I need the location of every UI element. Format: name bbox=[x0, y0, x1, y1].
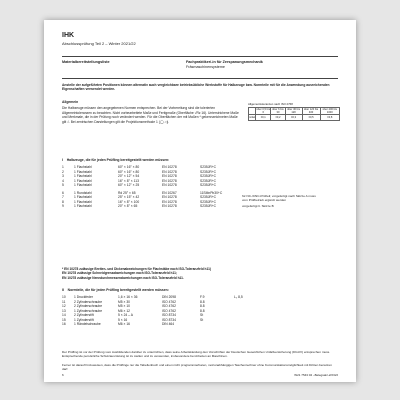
section2-list bbox=[62, 295, 337, 327]
row-cell: ISO 8734 bbox=[162, 313, 176, 318]
row-cell: 1 Flachstahl bbox=[74, 199, 92, 204]
row-cell: S235JR+C bbox=[200, 204, 217, 209]
row-cell: 2 Zylinderstift bbox=[74, 313, 94, 318]
tolerance-header-row bbox=[249, 108, 340, 115]
row-cell: 1 Rundstahl bbox=[74, 190, 92, 195]
tolerance-notes bbox=[62, 267, 338, 280]
row-cell: ISO 4762 bbox=[162, 299, 176, 304]
section2-title: Normteile, die für jeden Prüfling bereitgestellt werden müssen: bbox=[67, 288, 169, 292]
row-cell: 5 × 24 – A bbox=[118, 313, 133, 318]
row-cell: DIN 464 bbox=[162, 322, 175, 327]
row-cell: 25° × 15° × 42 bbox=[118, 195, 140, 200]
row-cell: 7 bbox=[62, 195, 64, 200]
intro-paragraph: Anstelle der aufgeführten Positionen können alternativ auch vergleichbare betriebsübliche Werkstoffe für Halbzeuge bzw. Normteile mit für die Anwendung ausreichenden Eigenschaften verwendet werden. bbox=[62, 83, 330, 92]
page-number: 6 bbox=[62, 373, 64, 377]
row-cell bbox=[234, 183, 269, 188]
row-cell: M6 × 12 bbox=[118, 308, 131, 313]
row-cell: 1 Flachstahl bbox=[74, 204, 92, 209]
row-cell: 2 bbox=[62, 169, 64, 174]
org-logo-text: IHK bbox=[62, 32, 75, 39]
row-cell: 1 bbox=[62, 165, 64, 169]
aids-paragraph: Ferner ist darauf hinzuweisen, dass die Prüflinge nur die Tabellenbuch und einen nicht programmierbaren, netzunabhängigen Taschenrechner ohne Kommunikationsmöglichkeit mit Dritten benutzen darf. bbox=[62, 363, 332, 372]
row-cell: EN 10278 bbox=[162, 183, 177, 188]
tolerance-value-row bbox=[249, 115, 340, 121]
row-cell: 3 bbox=[62, 174, 64, 179]
row-cell: ISO 4762 bbox=[162, 308, 176, 313]
tolerance-table-caption: Allgemeintoleranzen nach ISO 2768 bbox=[248, 102, 293, 106]
exam-subtitle: Abschlussprüfung Teil 2 – Winter 2021/22 bbox=[62, 41, 136, 46]
row-cell: EN 10278 bbox=[162, 204, 177, 209]
row-cell: L₀ 8,5 bbox=[234, 295, 243, 299]
row-cell: 11 bbox=[62, 299, 66, 304]
safety-paragraph: Der Prüfling ist vor der Prüfung vom Ausbildenden darüber zu unterrichten, dass seine Arbeitskleidung den Vorschriften der Deutschen Gesetzlichen Unfallversicherung (DGUV) entsprechen muss. Entsprechende persönliche Schutzausrüstung ist zu stellen und zu verwenden, insbesondere bei Arbeiten an Maschinen. bbox=[62, 350, 331, 359]
row-cell: EN 10278 bbox=[162, 169, 177, 174]
general-paragraph: Die Halbzeuge müssen den angegebenen Normen entsprechen. Bei der Vorbereitung sind die tolerierten Allgemeintoleranzen zu beachten. Nicht vorbearbeitete Maße und Fertigmaße (Oberfläche √Rz 16). Unterstrichene Maße und Merkmale, die in der Prüfung noch verändert werden. Für die Oberflächen der mit Maßen * gekennzeichneten Maße gilt √. Bei zentrischen Darstellungen gilt die Projektionsmethode 1 (◯ ◁). bbox=[62, 106, 239, 124]
tolerance-header-cell: über 30 bis 120 bbox=[285, 108, 302, 115]
row-cell: 16° × 8° × 113 bbox=[118, 178, 139, 183]
row-cell: 60° × 12° × 25 bbox=[118, 183, 140, 188]
general-heading: Allgemein bbox=[62, 100, 79, 104]
row-cell: Rd 25° × 65 bbox=[118, 190, 136, 195]
row-cell: 14 bbox=[62, 313, 66, 318]
tolerance-note: EN 10278 zulässige Schneidgrenzabweichungen nach ISO-Toleranzfeld h11; bbox=[62, 271, 177, 276]
row-cell: EN 10278 bbox=[162, 178, 177, 183]
row-cell: St bbox=[200, 317, 204, 322]
section-rule bbox=[62, 78, 338, 79]
row-cell: EN 10267 bbox=[162, 190, 177, 195]
standard-part-row bbox=[62, 322, 337, 327]
tolerance-cell: ±0,3 bbox=[285, 115, 302, 121]
row-cell: 8.8 bbox=[200, 308, 205, 313]
row-cell: 1 Druckfeder bbox=[74, 295, 93, 299]
row-cell: 8 bbox=[62, 199, 64, 204]
row-cell: St bbox=[200, 313, 204, 318]
row-cell: 1,6 × 16 × 36 bbox=[118, 295, 138, 299]
side-note bbox=[242, 194, 322, 209]
row-cell: 15 bbox=[62, 317, 66, 322]
profession-subtitle: Fräsmaschinensysteme bbox=[186, 65, 225, 69]
tolerance-header-cell: über 6 bis 30 bbox=[272, 108, 284, 114]
row-cell: 13 bbox=[62, 308, 66, 313]
row-cell: 1 Zylinderschraube bbox=[74, 308, 103, 313]
profession-title: Fachpraktiker/-in für Zerspanungsmechanik bbox=[186, 60, 263, 64]
row-cell: S235JR+C bbox=[200, 195, 217, 200]
row-cell: 1 Flachstahl bbox=[74, 195, 92, 200]
tolerance-note: EN 10278 zulässige Nenndurchmesserabweichungen nach ISO-Toleranzfeld h11. bbox=[62, 275, 184, 280]
material-list-title-box bbox=[62, 60, 172, 65]
row-cell: 20° × 8° × 65 bbox=[118, 204, 138, 209]
row-cell: 6 bbox=[62, 190, 64, 195]
section1-heading bbox=[62, 158, 169, 162]
section2-heading bbox=[62, 288, 169, 292]
row-cell: M5 × 10 bbox=[118, 304, 131, 309]
tolerance-header-cell: über 400 bis 1000 bbox=[320, 108, 339, 115]
tolerance-header-cell: über 0,5 bis 6 bbox=[256, 108, 270, 114]
tolerance-cell: ±0,5 bbox=[302, 115, 320, 121]
row-cell: 16° × 8° × 100 bbox=[118, 199, 140, 204]
row-cell: 16 bbox=[62, 322, 66, 327]
row-cell: 10 bbox=[62, 295, 66, 299]
header-rule bbox=[62, 56, 338, 57]
row-cell: 60° × 16° × 80 bbox=[118, 169, 140, 174]
tolerance-table bbox=[248, 102, 340, 121]
document-header bbox=[62, 32, 136, 46]
row-cell: 2 Zylinderschraube bbox=[74, 304, 103, 309]
row-cell: S235JR+C bbox=[200, 178, 217, 183]
row-cell: F.9 bbox=[200, 295, 205, 299]
section1-title: Halbzeuge, die für jeden Prüfling bereitgestellt werden müssen: bbox=[66, 158, 170, 162]
row-cell bbox=[234, 322, 269, 327]
tolerance-cell: ±0,2 bbox=[271, 115, 285, 121]
row-cell: 20° × 12° × 54 bbox=[118, 174, 140, 179]
side-note-a: für NC-/CNC-Prüfteil; vorgefertigt nach Skizze A muss vom Prüfbetrieb ergänzt werden bbox=[242, 194, 316, 203]
row-cell: 2 Zylinderschraube bbox=[74, 299, 103, 304]
row-cell: M5 × 30 bbox=[118, 299, 131, 304]
row-cell: S235JR+C bbox=[200, 165, 217, 169]
row-cell: 1 Flachstahl bbox=[74, 165, 92, 169]
row-cell: 1 Flachstahl bbox=[74, 169, 92, 174]
tolerance-cell: mittel bbox=[249, 116, 256, 119]
row-cell: 1 Zylinderstift bbox=[74, 317, 94, 322]
tolerance-header-cell: über 120 bis 400 bbox=[303, 108, 319, 114]
row-cell: M6 × 16 bbox=[118, 322, 131, 327]
row-cell: 1 Flachstahl bbox=[74, 183, 92, 188]
tolerance-cell: ±0,1 bbox=[256, 115, 271, 121]
row-cell: S235JR+C bbox=[200, 174, 217, 179]
side-note-b: vorgefertigt lt. Skizze B bbox=[242, 204, 274, 209]
document-code: W21 7543 02 –Belegsatz-2/2/4/2 bbox=[294, 373, 338, 377]
row-cell: EN 10278 bbox=[162, 165, 177, 169]
row-cell: 5 × 16 bbox=[118, 317, 128, 322]
row-cell: 12 bbox=[62, 304, 66, 309]
row-cell bbox=[200, 322, 234, 327]
material-list-title: Materialbereitstellungsliste bbox=[62, 60, 110, 64]
row-cell: 8.8 bbox=[200, 299, 205, 304]
row-cell: 4 bbox=[62, 178, 64, 183]
tolerance-cell: ±0,8 bbox=[320, 115, 339, 121]
row-cell: 5 bbox=[62, 183, 64, 188]
row-cell: S235JR+C bbox=[200, 183, 217, 188]
tolerance-header-cell bbox=[249, 108, 256, 115]
material-row bbox=[62, 183, 337, 188]
section2-number: II bbox=[62, 288, 64, 292]
profession-box bbox=[186, 60, 336, 70]
document-page bbox=[44, 20, 356, 382]
row-cell: 1 Flachstahl bbox=[74, 174, 92, 179]
row-cell: EN 10278 bbox=[162, 174, 177, 179]
row-cell: ISO 8734 bbox=[162, 317, 176, 322]
row-cell: DIN 2098 bbox=[162, 295, 176, 299]
row-cell: ISO 4762 bbox=[162, 304, 176, 309]
row-cell: EN 10278 bbox=[162, 199, 177, 204]
row-cell: S235JR+C bbox=[200, 199, 217, 204]
row-cell: 1 Flachstahl bbox=[74, 178, 92, 183]
section1-number: I bbox=[62, 158, 63, 162]
row-cell: 8.8 bbox=[200, 304, 205, 309]
row-cell: S235JR+C bbox=[200, 169, 217, 174]
row-cell: 1 Rändelschraube bbox=[74, 322, 101, 327]
row-cell: EN 10278 bbox=[162, 195, 177, 200]
row-cell: 11SMnPb30+C bbox=[200, 190, 223, 195]
row-cell: 9 bbox=[62, 204, 64, 209]
row-cell: 60° × 16° × 80 bbox=[118, 165, 140, 169]
tolerance-note: * EN 10278 zulässige Breiten- und Dickenabweichungen für Flachstäbe nach ISO-Toleranzfeld h11) bbox=[62, 267, 211, 271]
